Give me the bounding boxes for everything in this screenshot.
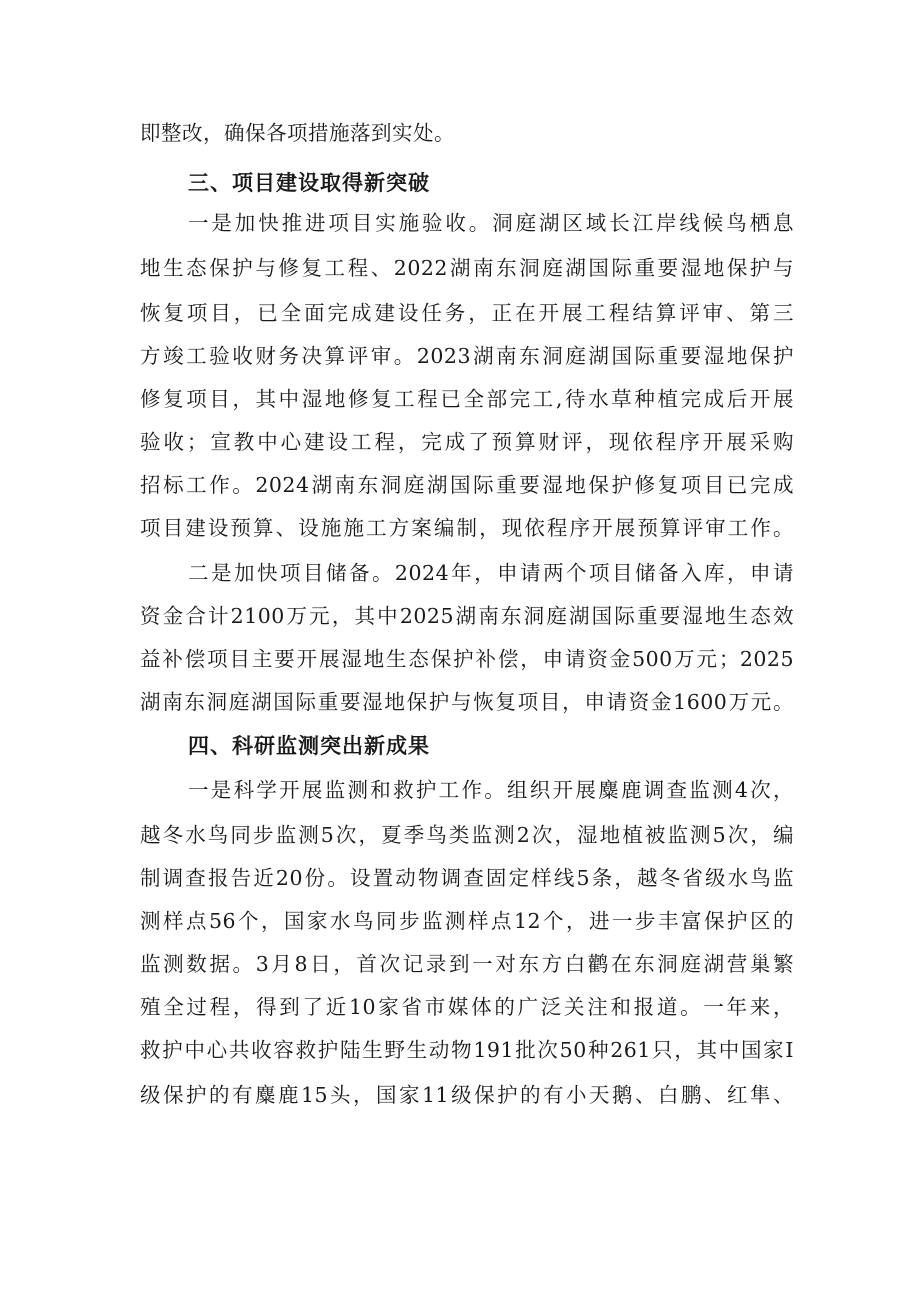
s4-p1-line-7: 救护中心共收容救护陆生野生动物191批次50种261只，其中国家I — [140, 1038, 794, 1062]
s3-p2-line-3: 益补偿项目主要开展湿地生态保护补偿，申请资金500万元；2025 — [140, 647, 794, 671]
s3-p2-line-2: 资金合计2100万元，其中2025湖南东洞庭湖国际重要湿地生态效 — [140, 604, 794, 628]
s3-p1-line-2: 地生态保护与修复工程、2022湖南东洞庭湖国际重要湿地保护与 — [140, 256, 794, 280]
s3-p1-line-7: 招标工作。2024湖南东洞庭湖国际重要湿地保护修复项目已完成 — [140, 473, 794, 497]
s4-p1-line-3: 制调查报告近20份。设置动物调查固定样线5条，越冬省级水鸟监 — [140, 866, 794, 890]
s4-p1-line-4: 测样点56个，国家水鸟同步监测样点12个，进一步丰富保护区的 — [140, 909, 794, 933]
s4-p1-line-6: 殖全过程，得到了近10家省市媒体的广泛关注和报道。一年来， — [140, 995, 794, 1019]
intro-tail-line: 即整改，确保各项措施落到实处。 — [140, 121, 455, 145]
s4-p1-line-2: 越冬水鸟同步监测5次，夏季鸟类监测2次，湿地植被监测5次，编 — [140, 823, 794, 847]
s3-p1-line-8: 项目建设预算、设施施工方案编制，现依程序开展预算评审工作。 — [140, 516, 794, 540]
s4-p1-line-5: 监测数据。3月8日，首次记录到一对东方白鹳在东洞庭湖营巢繁 — [140, 952, 794, 976]
s3-p1-line-5: 修复项目，其中湿地修复工程已全部完工,待水草种植完成后开展 — [140, 387, 794, 411]
s3-p1-line-3: 恢复项目，已全面完成建设任务，正在开展工程结算评审、第三 — [140, 301, 794, 325]
section-4-heading: 四、科研监测突出新成果 — [188, 734, 430, 758]
section-3-heading: 三、项目建设取得新突破 — [188, 171, 430, 195]
s3-p2-line-4: 湖南东洞庭湖国际重要湿地保护与恢复项目，申请资金1600万元。 — [140, 690, 794, 714]
s3-p1-line-1: 一是加快推进项目实施验收。洞庭湖区域长江岸线候鸟栖息 — [188, 211, 794, 235]
s3-p2-line-1: 二是加快项目储备。2024年，申请两个项目储备入库，申请 — [188, 561, 794, 585]
s3-p1-line-4: 方竣工验收财务决算评审。2023湖南东洞庭湖国际重要湿地保护 — [140, 344, 794, 368]
s4-p1-line-1: 一是科学开展监测和救护工作。组织开展麋鹿调查监测4次， — [188, 778, 794, 802]
s4-p1-line-8: 级保护的有麋鹿15头，国家11级保护的有小天鹅、白鹏、红隼、 — [140, 1083, 794, 1107]
s3-p1-line-6: 验收；宣教中心建设工程，完成了预算财评，现依程序开展采购 — [140, 430, 794, 454]
